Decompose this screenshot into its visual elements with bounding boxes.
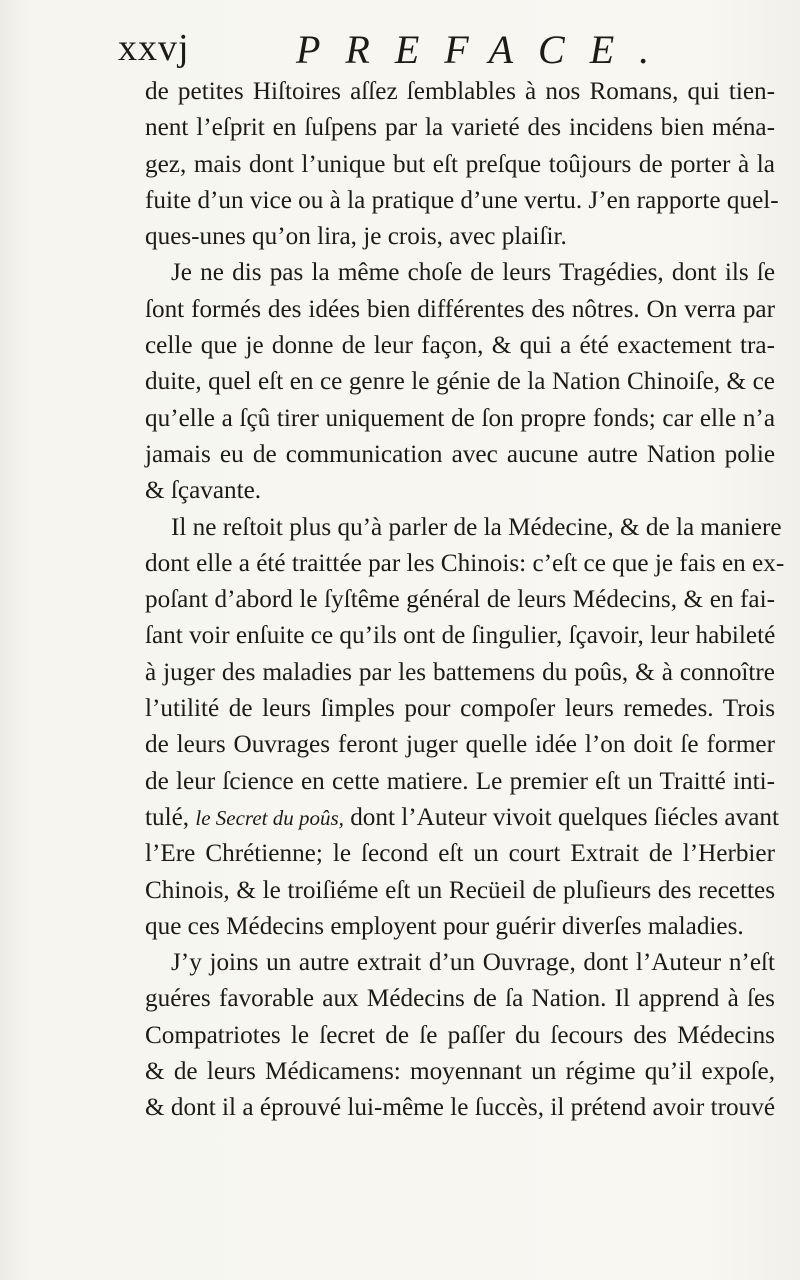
text-line: & dont il a éprouvé lui-même le ſuccès, il prétend avoir trouvé: [145, 1094, 775, 1122]
text-line: duite, quel eſt en ce genre le génie de la Nation Chinoiſe, & ce: [145, 368, 775, 396]
text-line: de leurs Ouvrages feront juger quelle idée l’on doit ſe former: [145, 731, 775, 759]
text-line: [145, 800, 779, 836]
text-line: nent l’eſprit en ſuſpens par la varieté des incidens bien ména-: [145, 114, 775, 142]
text-fragment: tulé,: [145, 803, 190, 831]
text-line: à juger des maladies par les battemens du poûs, & à connoître: [145, 658, 775, 686]
text-line: Je ne dis pas la même choſe de leurs Tragédies, dont ils ſe: [171, 259, 775, 287]
text-line: Compatriotes le ſecret de ſe paſſer du ſecours des Médecins: [145, 1021, 775, 1049]
text-line: qu’elle a ſçû tirer uniquement de ſon propre fonds; car elle n’a: [145, 404, 775, 432]
text-line: que ces Médecins employent pour guérir diverſes maladies.: [145, 912, 744, 940]
text-line: gez, mais dont l’unique but eſt preſque toûjours de porter à la: [145, 150, 775, 178]
body-text: [145, 74, 785, 1127]
page-number: xxvj: [118, 27, 190, 69]
page-header: [118, 20, 675, 72]
text-line: guéres favorable aux Médecins de ſa Nation. Il apprend à ſes: [145, 985, 775, 1013]
text-line: fuite d’un vice ou à la pratique d’une vertu. J’en rapporte quel-: [145, 186, 779, 214]
text-line: J’y joins un autre extrait d’un Ouvrage, dont l’Auteur n’eſt: [171, 949, 775, 977]
text-line: ſant voir enſuite ce qu’ils ont de ſingulier, ſçavoir, leur habileté: [145, 622, 776, 650]
text-line: celle que je donne de leur façon, & qui a été exactement tra-: [145, 332, 775, 360]
text-line: l’Ere Chrétienne; le ſecond eſt un court Extrait de l’Herbier: [145, 840, 775, 868]
text-line: & ſçavante.: [145, 477, 262, 505]
italic-title: le Secret du poûs,: [195, 805, 344, 830]
text-line: poſant d’abord le ſyſtême général de leurs Médecins, & en fai-: [145, 586, 775, 614]
text-line: Il ne reſtoit plus qu’à parler de la Médecine, & de la maniere: [171, 513, 782, 541]
text-line: dont elle a été traittée par les Chinois: c’eſt ce que je fais en ex-: [145, 549, 785, 577]
text-line: l’utilité de leurs ſimples pour compoſer leurs remedes. Trois: [145, 695, 775, 723]
text-line: de petites Hiſtoires aſſez ſemblables à nos Romans, qui tien-: [145, 78, 775, 105]
running-title: PREFACE.: [296, 27, 675, 72]
text-line: Chinois, & le troiſiéme eſt un Recüeil de pluſieurs des recettes: [145, 876, 775, 904]
text-line: ſont formés des idées bien différentes des nôtres. On verra par: [145, 295, 775, 323]
text-line: jamais eu de communication avec aucune autre Nation polie: [145, 440, 775, 468]
text-line: de leur ſcience en cette matiere. Le premier eſt un Traitté inti-: [145, 767, 775, 795]
text-fragment: dont l’Auteur vivoit quelques ſiécles avant: [350, 803, 779, 831]
text-line: & de leurs Médicamens: moyennant un régime qu’il expoſe,: [145, 1058, 775, 1086]
text-line: ques-unes qu’on lira, je crois, avec plaiſir.: [145, 223, 567, 251]
